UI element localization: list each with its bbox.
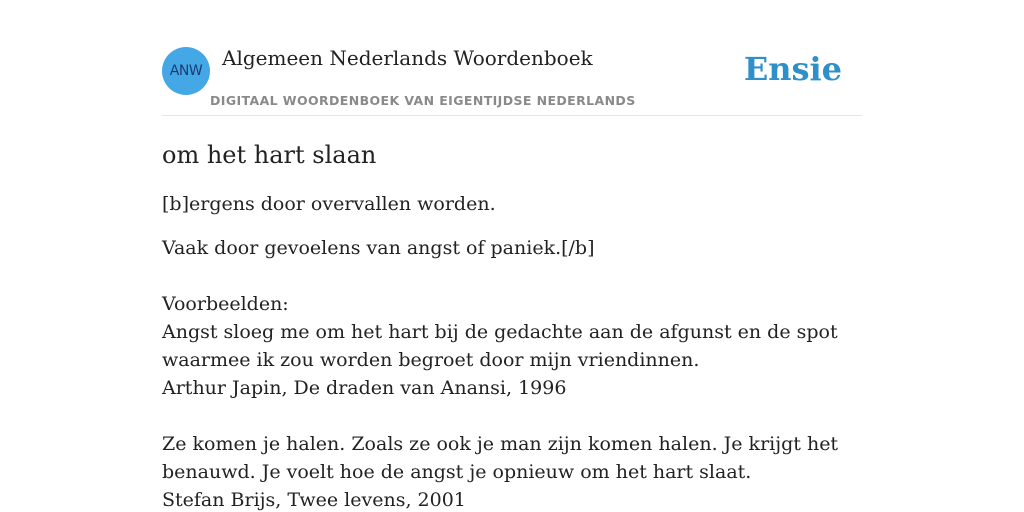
site-title[interactable]: Algemeen Nederlands Woordenboek (222, 46, 593, 70)
page-container (162, 0, 862, 512)
site-subtitle: DIGITAAL WOORDENBOEK VAN EIGENTIJDSE NEDERLANDS (210, 93, 636, 108)
logo-text: ANW (169, 63, 203, 79)
entry-definition: [b]ergens door overvallen worden. (162, 193, 496, 215)
entry-term: om het hart slaan (162, 141, 377, 169)
entry-body: Vaak door gevoelens van angst of paniek.[/b] Voorbeelden: Angst sloeg me om het hart bij de gedachte aan de afgunst en de spot waarmee ik zou worden begroet door mijn vriendinnen. Arthur Japin, De draden van Anansi, 1996 Ze komen je halen. Zoals ze ook je man zijn komen halen. Je krijgt het benauwd. Je voelt hoe de angst je opnieuw om het hart slaat. Stefan Brijs, Twee levens, 2001 (162, 237, 839, 511)
anw-logo[interactable] (162, 47, 210, 95)
site-header (162, 0, 862, 116)
ensie-brand-link[interactable]: Ensie (743, 50, 842, 88)
dictionary-entry (162, 140, 862, 512)
